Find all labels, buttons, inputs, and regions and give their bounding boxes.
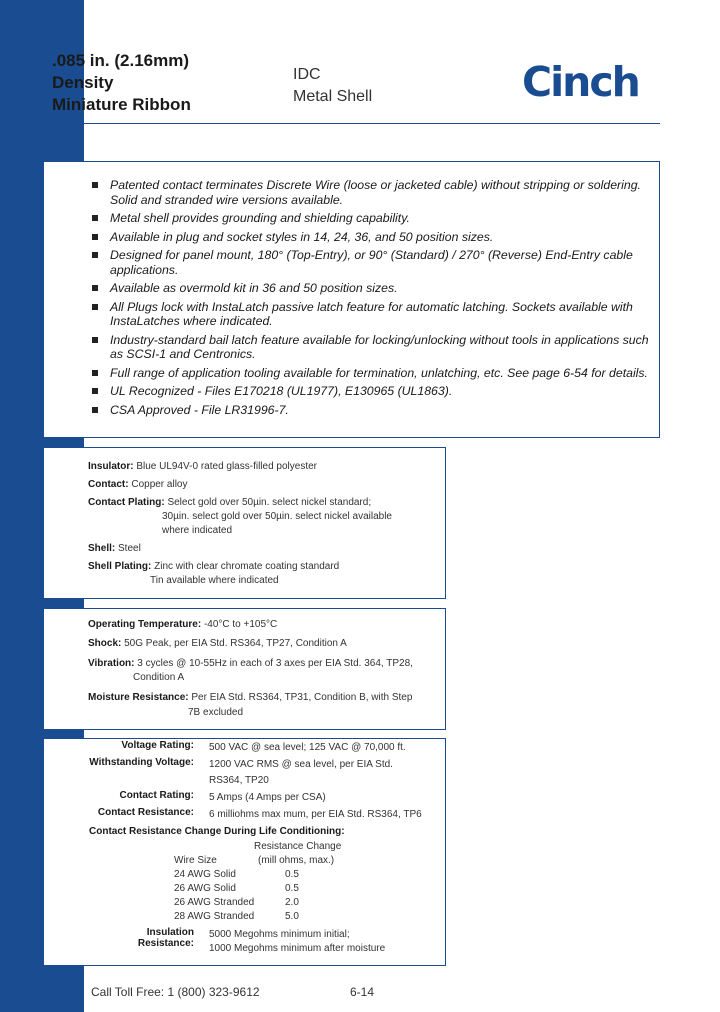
feature-item: Designed for panel mount, 180° (Top-Entry), or 90° (Standard) / 270° (Reverse) End-Entry cable applications. <box>88 248 653 277</box>
table-row-change: 0.5 <box>285 883 299 894</box>
table-header-change-line-1: Resistance Change <box>254 841 342 852</box>
bullet-icon <box>92 337 98 343</box>
moisture-resistance-row: Moisture Resistance: Per EIA Std. RS364, TP31, Condition B, with Step <box>88 692 413 703</box>
shell-row: Shell: Steel <box>88 543 141 554</box>
table-row-wire: 26 AWG Stranded <box>174 897 255 908</box>
contact-plating-row: Contact Plating: Select gold over 50µin. select nickel standard; <box>88 497 372 508</box>
withstanding-voltage-label: Withstanding Voltage: <box>89 757 194 768</box>
table-header-change-line-2: (mill ohms, max.) <box>258 855 335 866</box>
bullet-icon <box>92 304 98 310</box>
contact-plating-line-3: where indicated <box>162 525 233 536</box>
bullet-icon <box>92 388 98 394</box>
subtitle-line-1: IDC <box>293 66 321 83</box>
shell-plating-row: Shell Plating: Zinc with clear chromate coating standard <box>88 561 340 572</box>
table-header-wire-size: Wire Size <box>174 855 217 866</box>
electrical-section-label: Electrical <box>56 816 72 875</box>
operating-temperature-row: Operating Temperature: -40°C to +105°C <box>88 619 278 630</box>
feature-item: Metal shell provides grounding and shielding capability. <box>88 211 653 226</box>
bullet-icon <box>92 252 98 258</box>
insulation-resistance-value: 5000 Megohms minimum initial; <box>209 929 350 940</box>
resistance-change-label: Contact Resistance Change During Life Conditioning: <box>89 826 345 837</box>
withstanding-voltage-line-2: RS364, TP20 <box>209 775 269 786</box>
vibration-row: Vibration: 3 cycles @ 10-55Hz in each of 3 axes per EIA Std. 364, TP28, <box>88 658 413 669</box>
insulation-resistance-line-2: 1000 Megohms minimum after moisture <box>209 943 386 954</box>
table-row-wire: 24 AWG Solid <box>174 869 236 880</box>
bullet-icon <box>92 234 98 240</box>
contact-resistance-value: 6 milliohms max mum, per EIA Std. RS364, TP6 <box>209 809 422 820</box>
title-line-1: .085 in. (2.16mm) <box>52 51 190 70</box>
bullet-icon <box>92 182 98 188</box>
materials-section-label: Materials <box>56 493 72 552</box>
table-row-wire: 28 AWG Stranded <box>174 911 255 922</box>
header-rule <box>43 123 660 124</box>
shell-plating-line-2: Tin available where indicated <box>150 575 279 586</box>
table-row-wire: 26 AWG Solid <box>174 883 236 894</box>
moisture-line-2: 7B excluded <box>188 707 244 718</box>
bullet-icon <box>92 370 98 376</box>
table-row-change: 5.0 <box>285 911 299 922</box>
contact-rating-label: Contact Rating: <box>119 790 194 801</box>
table-row-change: 0.5 <box>285 869 299 880</box>
contact-rating-value: 5 Amps (4 Amps per CSA) <box>209 792 326 803</box>
insulator-row: Insulator: Blue UL94V-0 rated glass-filled polyester <box>88 461 317 472</box>
feature-item: Industry-standard bail latch feature available for locking/unlocking without tools in applications such as SCSI-1 and Centronics. <box>88 333 653 362</box>
voltage-rating-label: Voltage Rating: <box>121 740 194 751</box>
insulation-resistance-label: Insulation Resistance: <box>137 927 194 949</box>
title-line-2: Density <box>52 73 114 92</box>
page-number: 6-14 <box>350 985 375 999</box>
feature-item: All Plugs lock with InstaLatch passive latch feature for automatic latching. Sockets available with InstaLatches where indicated. <box>88 300 653 329</box>
features-section-label: Features <box>54 269 70 326</box>
feature-item: CSA Approved - File LR31996-7. <box>88 403 653 418</box>
table-row-change: 2.0 <box>285 897 299 908</box>
voltage-rating-value: 500 VAC @ sea level; 125 VAC @ 70,000 ft. <box>209 742 406 753</box>
product-title <box>52 50 191 116</box>
feature-item: Available as overmold kit in 36 and 50 position sizes. <box>88 281 653 296</box>
contact-resistance-label: Contact Resistance: <box>97 807 194 818</box>
product-subtitle <box>293 64 372 108</box>
title-line-3: Miniature Ribbon <box>52 95 191 114</box>
feature-item: UL Recognized - Files E170218 (UL1977), E130965 (UL1863). <box>88 384 653 399</box>
contact-row: Contact: Copper alloy <box>88 479 188 490</box>
toll-free-phone: Call Toll Free: 1 (800) 323-9612 <box>91 985 260 999</box>
feature-item: Full range of application tooling available for termination, unlatching, etc. See page 6-54 for details. <box>88 366 653 381</box>
bullet-icon <box>92 215 98 221</box>
bullet-icon <box>92 285 98 291</box>
bullet-icon <box>92 407 98 413</box>
contact-plating-line-2: 30µin. select gold over 50µin. select nickel available <box>162 511 392 522</box>
cinch-logo: Cinch <box>522 58 639 106</box>
environmental-section-label: Environmental <box>56 624 72 715</box>
vibration-line-2: Condition A <box>133 672 185 683</box>
withstanding-voltage-value: 1200 VAC RMS @ sea level, per EIA Std. <box>209 759 393 770</box>
feature-item: Patented contact terminates Discrete Wire (loose or jacketed cable) without stripping or soldering. Solid and stranded wire versions available. <box>88 178 653 207</box>
feature-item: Available in plug and socket styles in 14, 24, 36, and 50 position sizes. <box>88 230 653 245</box>
shock-row: Shock: 50G Peak, per EIA Std. RS364, TP27, Condition A <box>88 638 347 649</box>
features-list <box>88 178 653 421</box>
subtitle-line-2: Metal Shell <box>293 88 373 105</box>
